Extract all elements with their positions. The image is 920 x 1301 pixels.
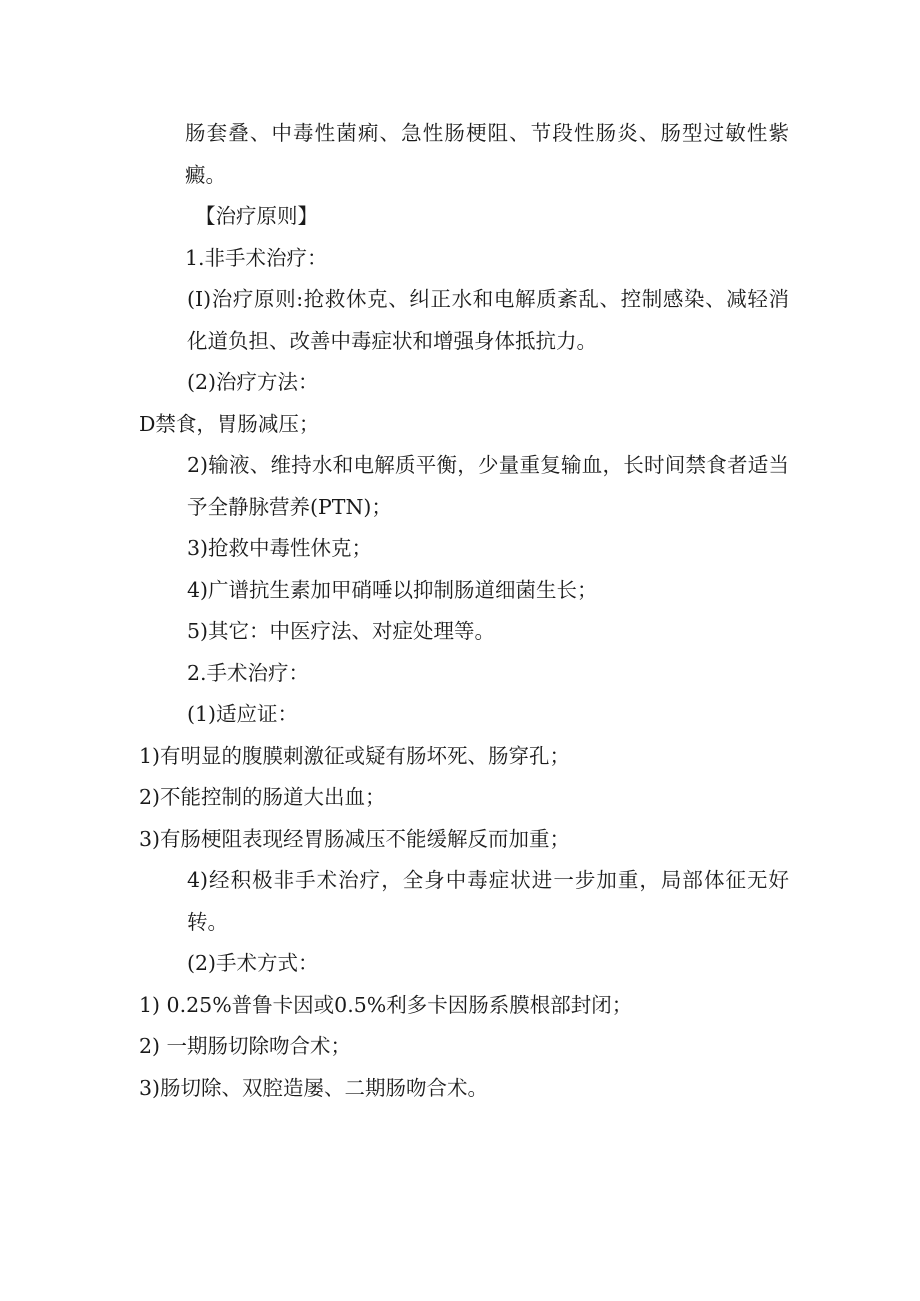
list-item-other: 5)其它：中医疗法、对症处理等。 [187,619,496,643]
list-item-worsening: 4)经积极非手术治疗，全身中毒症状进一步加重，局部体征无好转。 [187,868,789,934]
paragraph-treatment-principle: (I)治疗原则:抢救休克、纠正水和电解质紊乱、控制感染、减轻消化道负担、改善中毒症状和增强身体抵抗力。 [187,287,789,353]
list-item-primary-anastomosis: 2) 一期肠切除吻合术； [139,1034,352,1058]
paragraph-surgical-methods: (2)手术方式： [187,951,319,975]
section-heading-treatment-principles: 【治疗原则】 [195,204,318,228]
list-item-mesenteric-block: 1) 0.25%普鲁卡因或0.5%利多卡因肠系膜根部封闭； [139,992,633,1017]
list-item-obstruction: 3)有肠梗阻表现经胃肠减压不能缓解反而加重； [139,826,571,851]
list-item-shock-rescue: 3)抢救中毒性休克； [187,536,373,560]
paragraph-non-surgical-treatment: 1.非手术治疗： [185,245,328,270]
paragraph-differential-diagnosis: 肠套叠、中毒性菌痢、急性肠梗阻、节段性肠炎、肠型过敏性紫癜。 [185,121,789,187]
paragraph-surgical-treatment: 2.手术治疗： [187,660,310,685]
list-item-bleeding: 2)不能控制的肠道大出血； [139,785,386,809]
list-item-infusion: 2)输液、维持水和电解质平衡，少量重复输血，长时间禁食者适当予全静脉营养(PTN)； [187,453,789,519]
document-body [139,113,789,1109]
list-item-antibiotics: 4)广谱抗生素加甲硝唾以抑制肠道细菌生长； [187,577,598,602]
paragraph-indications: (1)适应证： [187,702,299,726]
list-item-double-barrel: 3)肠切除、双腔造屡、二期肠吻合术。 [139,1075,489,1100]
list-item-peritoneal-irritation: 1)有明显的腹膜刺激征或疑有肠坏死、肠穿孔； [139,743,571,768]
list-item-fasting: D禁食，胃肠减压； [139,411,320,436]
paragraph-treatment-methods: (2)治疗方法： [187,370,319,394]
